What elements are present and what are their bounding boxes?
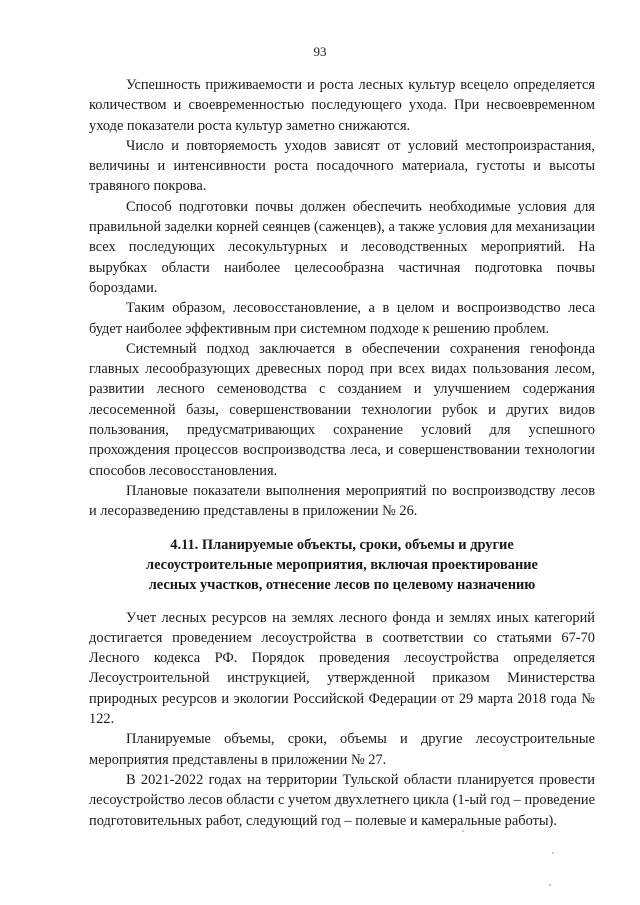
scan-speck xyxy=(462,830,464,832)
paragraph: В 2021-2022 годах на территории Тульской области планируется провести лесоустройство лесов области с учетом двухлетнего цикла (1-ый год – проведение подготовительных работ, следующий год – полевые и камеральные работы). xyxy=(89,771,595,829)
paragraph: Успешность приживаемости и роста лесных культур всецело определяется количеством и своевременностью последующего ухода. При несвоевременном уходе показатели роста культур заметно снижаются. xyxy=(89,77,595,134)
paragraph: Способ подготовки почвы должен обеспечить необходимые условия для правильной заделки корней сеянцев (саженцев), а также условия для механизации всех последующих лесокультурных и лесоводственных мероприятий. На вырубках области наиболее целесообразна частичная подготовка почвы бороздами. xyxy=(89,198,595,296)
section-heading-line: лесных участков, отнесение лесов по целевому назначению xyxy=(148,576,536,593)
section-heading-line: лесоустроительные мероприятия, включая проектирование xyxy=(146,556,538,573)
scan-speck xyxy=(549,884,551,886)
paragraph: Планируемые объемы, сроки, объемы и другие лесоустроительные мероприятия представлены в приложении № 27. xyxy=(89,731,595,768)
section-heading-line: 4.11. Планируемые объекты, сроки, объемы и другие xyxy=(170,536,514,553)
page-number: 93 xyxy=(313,44,327,59)
paragraph: Плановые показатели выполнения мероприятий по воспроизводству лесов и лесоразведению представлены в приложении № 26. xyxy=(89,482,595,520)
page-body xyxy=(89,75,595,831)
section-heading xyxy=(89,535,595,595)
paragraph: Число и повторяемость уходов зависят от условий местопроизрастания, величины и интенсивности роста посадочного материала, густоты и высоты травяного покрова. xyxy=(89,137,595,195)
scan-speck xyxy=(552,852,554,854)
paragraph: Таким образом, лесовосстановление, а в целом и воспроизводство леса будет наиболее эффективным при системном подходе к решению проблем. xyxy=(89,300,595,337)
paragraph: Системный подход заключается в обеспечении сохранения генофонда главных лесообразующих древесных пород при всех видах пользования лесом, развитии лесного семеноводства с созданием и улучшением содержания лесосеменной базы, совершенствовании технологии рубок и других видов пользования, предусматривающих сохранение условий для успешного прохождения процессов воспроизводства леса, и совершенствовании технологии способов лесовосстановления. xyxy=(89,340,595,479)
paragraph: Учет лесных ресурсов на землях лесного фонда и землях иных категорий достигается проведением лесоустройства в соответствии со статьями 67-70 Лесного кодекса РФ. Порядок проведения лесоустройства определяется Лесоустроительной инструкцией, утвержденной приказом Министерства природных ресурсов и экологии Российской Федерации от 29 марта 2018 года № 122. xyxy=(89,609,595,728)
